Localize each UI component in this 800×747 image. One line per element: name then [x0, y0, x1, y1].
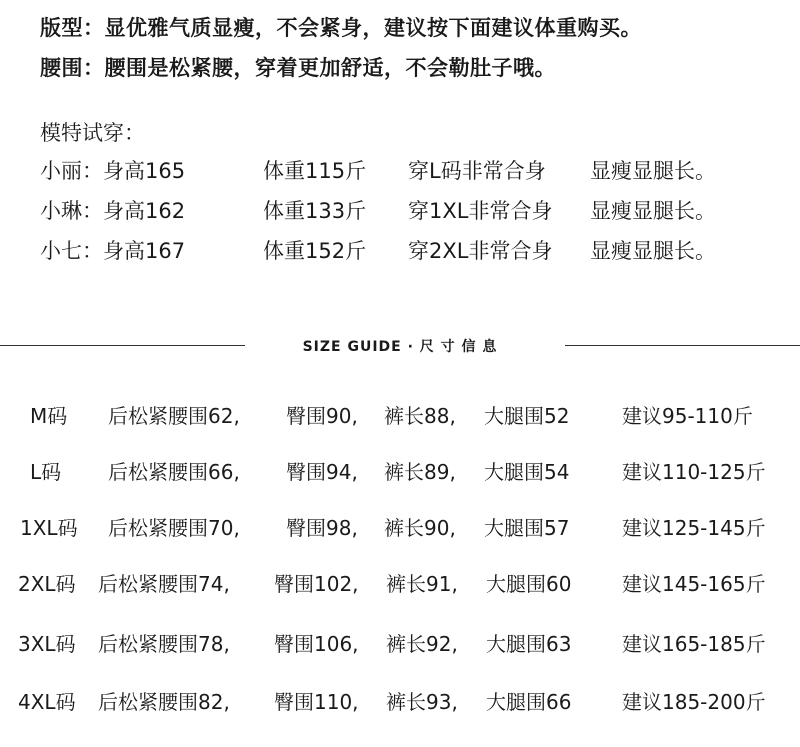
size-label: 4XL码 — [18, 690, 76, 714]
weight-recommendation: 建议125-145斤 — [622, 516, 766, 540]
hip-value: 臀围110, — [274, 690, 359, 714]
model-weight: 体重133斤 — [263, 199, 367, 223]
thigh-value: 大腿围52 — [484, 404, 570, 428]
size-label: 3XL码 — [18, 632, 76, 656]
hip-value: 臀围106, — [274, 632, 359, 656]
length-value: 裤长89, — [384, 460, 456, 484]
thigh-value: 大腿围57 — [484, 516, 570, 540]
model-weight: 体重152斤 — [263, 239, 367, 263]
size-label: M码 — [30, 404, 68, 428]
model-effect: 显瘦显腿长。 — [590, 239, 716, 263]
hip-value: 臀围102, — [274, 572, 359, 596]
model-name-height: 小丽：身高165 — [40, 159, 186, 183]
size-guide-title: SIZE GUIDE · 尺 寸 信 息 — [302, 339, 498, 355]
thigh-value: 大腿围66 — [486, 690, 572, 714]
table-row — [0, 568, 800, 598]
size-label: 2XL码 — [18, 572, 76, 596]
length-value: 裤长91, — [386, 572, 458, 596]
waist-value: 后松紧腰围74, — [98, 572, 230, 596]
weight-recommendation: 建议165-185斤 — [622, 632, 766, 656]
size-label: 1XL码 — [20, 516, 78, 540]
hip-value: 臀围90, — [286, 404, 358, 428]
weight-recommendation: 建议110-125斤 — [622, 460, 766, 484]
weight-recommendation: 建议185-200斤 — [622, 690, 766, 714]
hip-value: 臀围98, — [286, 516, 358, 540]
table-row — [0, 400, 800, 430]
model-effect: 显瘦显腿长。 — [590, 159, 716, 183]
model-effect: 显瘦显腿长。 — [590, 199, 716, 223]
size-label: L码 — [30, 460, 62, 484]
waist-value: 后松紧腰围70, — [108, 516, 240, 540]
table-row — [0, 512, 800, 542]
length-value: 裤长88, — [384, 404, 456, 428]
table-row — [0, 456, 800, 486]
model-weight: 体重115斤 — [263, 159, 367, 183]
model-fit: 穿L码非常合身 — [408, 159, 546, 183]
length-value: 裤长90, — [384, 516, 456, 540]
model-fit: 穿1XL非常合身 — [408, 199, 553, 223]
models-heading: 模特试穿： — [40, 121, 145, 145]
length-value: 裤长92, — [386, 632, 458, 656]
table-row — [0, 686, 800, 716]
model-name-height: 小七：身高167 — [40, 239, 186, 263]
waist-value: 后松紧腰围66, — [108, 460, 240, 484]
waist-value: 后松紧腰围62, — [108, 404, 240, 428]
weight-recommendation: 建议145-165斤 — [622, 572, 766, 596]
fit-description: 版型：显优雅气质显瘦，不会紧身，建议按下面建议体重购买。 — [40, 16, 642, 40]
waist-value: 后松紧腰围78, — [98, 632, 230, 656]
table-row — [0, 628, 800, 658]
model-fit: 穿2XL非常合身 — [408, 239, 553, 263]
length-value: 裤长93, — [386, 690, 458, 714]
thigh-value: 大腿围54 — [484, 460, 570, 484]
waist-value: 后松紧腰围82, — [98, 690, 230, 714]
weight-recommendation: 建议95-110斤 — [622, 404, 753, 428]
thigh-value: 大腿围60 — [486, 572, 572, 596]
waist-description: 腰围：腰围是松紧腰，穿着更加舒适，不会勒肚子哦。 — [40, 56, 556, 80]
thigh-value: 大腿围63 — [486, 632, 572, 656]
model-name-height: 小琳：身高162 — [40, 199, 186, 223]
hip-value: 臀围94, — [286, 460, 358, 484]
